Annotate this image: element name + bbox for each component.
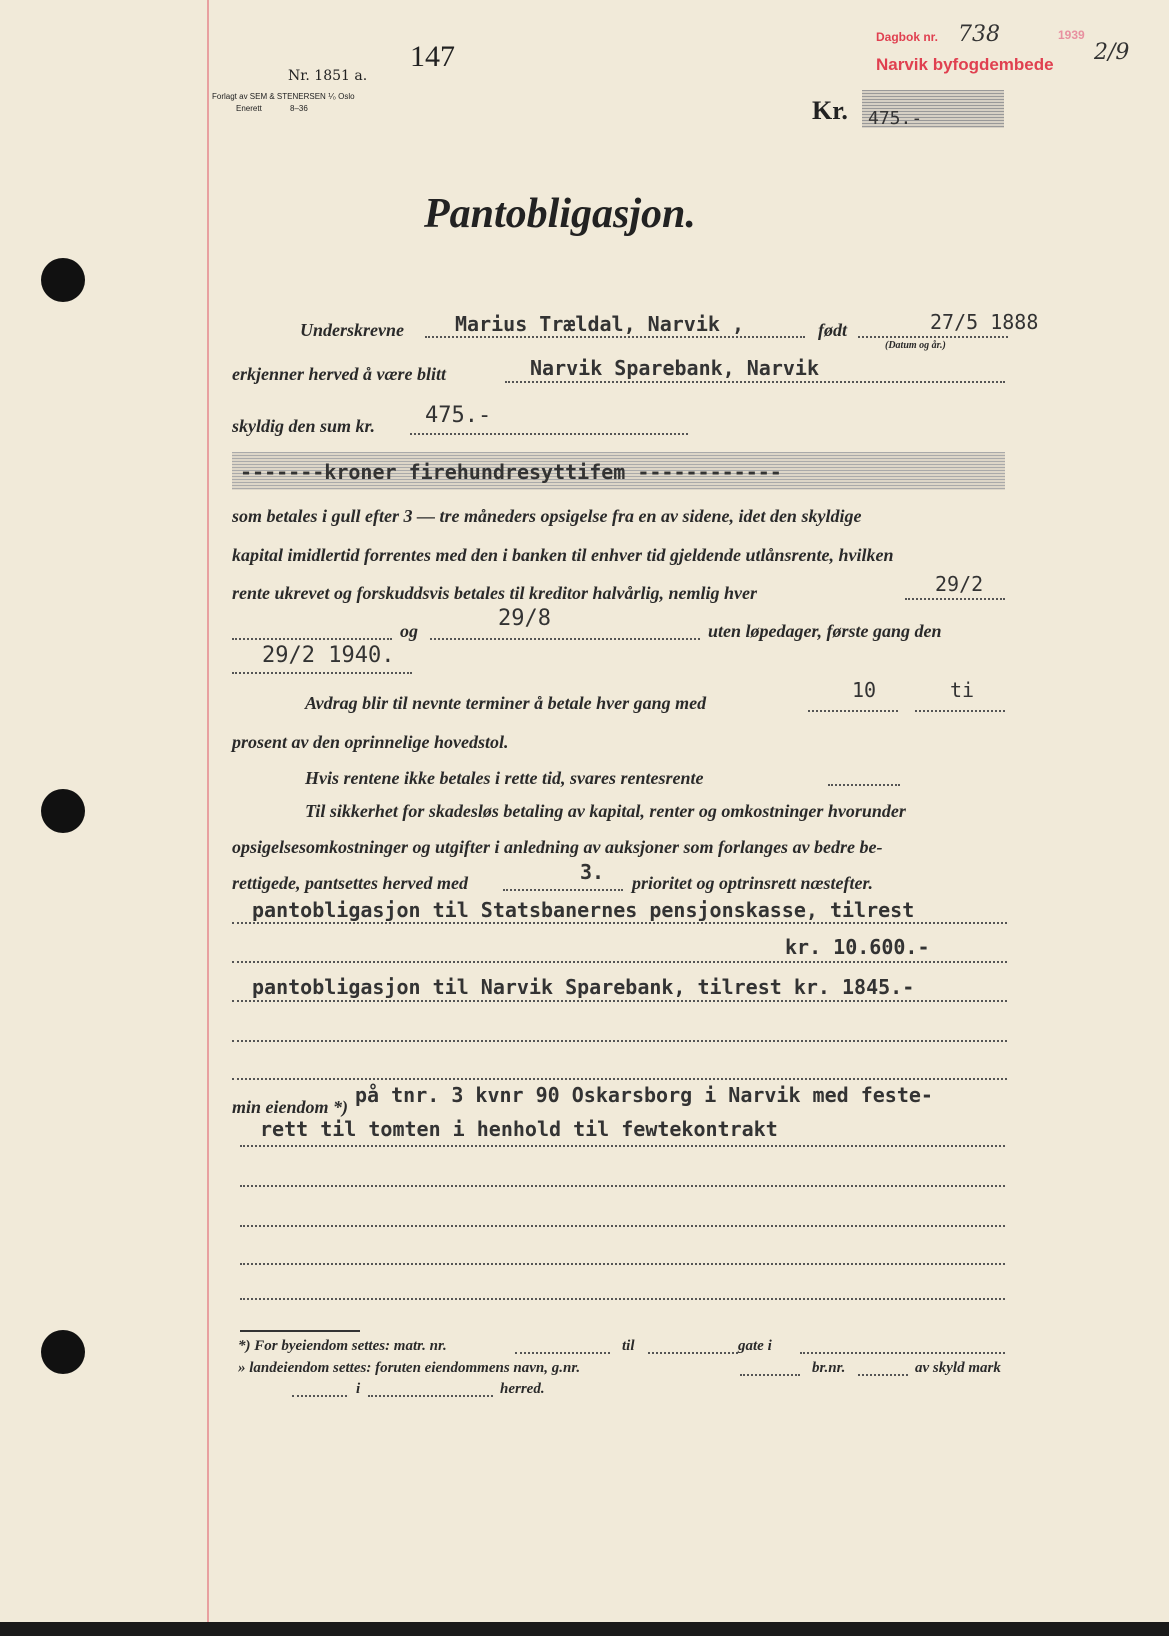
sum-words: -------kroner firehundresyttifem ------------ <box>240 460 782 484</box>
publisher-enerett: Enerett <box>236 104 262 113</box>
stamp-date: 2/9 <box>1094 40 1130 65</box>
body-line: som betales i gull efter 3 — tre måneders opsigelse fra en av sidene, idet den skyldige <box>232 506 862 526</box>
body-line: kapital imidlertid forrentes med den i banken til enhver tid gjeldende utlånsrente, hvilken <box>232 545 894 565</box>
sum-label: skyldig den sum kr. <box>232 416 376 436</box>
margin-line <box>207 0 209 1636</box>
dotted-fill-line <box>915 710 1005 712</box>
erkjenner-label: erkjenner herved å være blitt <box>232 364 446 384</box>
body-line: rente ukrevet og forskuddsvis betales til kreditor halvårlig, nemlig hver <box>232 583 757 603</box>
debtor-name: Marius Trældal, Narvik , <box>455 312 744 336</box>
dotted-fill-line <box>430 638 700 640</box>
body-line: og <box>400 621 418 641</box>
eiendom-label: min eiendom *) <box>232 1097 348 1117</box>
document-title: Pantobligasjon. <box>424 191 696 237</box>
footnote-text: i <box>356 1381 361 1397</box>
typed-line: på tnr. 3 kvnr 90 Oskarsborg i Narvik med feste- <box>355 1083 933 1107</box>
stamp-year: 1939 <box>1058 28 1085 42</box>
dotted-fill-line <box>648 1352 738 1354</box>
publisher: Forlagt av SEM & STENERSEN ⅟₀ Oslo <box>212 92 355 101</box>
office-stamp: Narvik byfogdembede <box>876 55 1054 74</box>
dotted-fill-line <box>232 961 1007 963</box>
creditor: Narvik Sparebank, Narvik <box>530 356 819 380</box>
first-payment-date: 29/2 1940. <box>262 643 395 668</box>
kr-label: Kr. <box>812 96 848 125</box>
publisher-date: 8–36 <box>290 104 308 113</box>
body-line: opsigelsesomkostninger og utgifter i anledning av auksjoner som forlanges av bedre be- <box>232 837 883 857</box>
footnote-text: br.nr. <box>812 1360 846 1376</box>
dotted-fill-line <box>240 1263 1005 1265</box>
dotted-fill-line <box>292 1395 347 1397</box>
priority: 3. <box>580 860 605 884</box>
dotted-fill-line <box>232 672 412 674</box>
avdrag-value: 10 <box>852 678 877 702</box>
dotted-fill-line <box>905 598 1005 600</box>
footnote-text: » landeiendom settes: foruten eiendommens navn, g.nr. <box>238 1360 581 1376</box>
footnote-text: av skyld mark <box>915 1360 1001 1376</box>
dotted-fill-line <box>808 710 898 712</box>
dotted-fill-line <box>503 889 623 891</box>
typed-line: pantobligasjon til Narvik Sparebank, tilrest kr. 1845.- <box>252 975 915 999</box>
dotted-fill-line <box>425 336 805 338</box>
dotted-fill-line <box>828 784 900 786</box>
dotted-fill-line <box>240 1145 1005 1147</box>
footnote-text: herred. <box>500 1381 545 1397</box>
dotted-fill-line <box>740 1374 800 1376</box>
dotted-fill-line <box>232 1040 1007 1042</box>
typed-line: kr. 10.600.- <box>785 935 930 959</box>
form-number: Nr. 1851 a. <box>288 68 368 84</box>
dotted-fill-line <box>232 1000 1007 1002</box>
dotted-fill-line <box>368 1395 493 1397</box>
dotted-fill-line <box>515 1352 610 1354</box>
body-line: prosent av den oprinnelige hovedstol. <box>232 732 509 752</box>
footnote-text: til <box>622 1338 635 1354</box>
page-number: 147 <box>410 40 455 73</box>
body-line: rettigede, pantsettes herved med <box>232 873 468 893</box>
dotted-fill-line <box>240 1185 1005 1187</box>
dotted-fill-line <box>232 638 392 640</box>
typed-line: pantobligasjon til Statsbanernes pensjonskasse, tilrest <box>252 898 915 922</box>
punch-hole <box>41 1330 85 1374</box>
kr-value: 475.- <box>868 108 923 129</box>
interest-date-2: 29/8 <box>498 606 551 631</box>
punch-hole <box>41 789 85 833</box>
sum-value: 475.- <box>425 403 492 428</box>
fodt-label: født <box>818 320 847 340</box>
dotted-fill-line <box>858 336 1008 338</box>
dotted-fill-line <box>240 1298 1005 1300</box>
interest-date-1: 29/2 <box>935 572 984 596</box>
dotted-fill-line <box>232 922 1007 924</box>
footnote-text: *) For byeiendom settes: matr. nr. <box>238 1338 447 1354</box>
footnote-rule <box>240 1330 360 1332</box>
body-line: Hvis rentene ikke betales i rette tid, svares rentesrente <box>305 768 704 788</box>
scan-edge <box>0 1622 1169 1636</box>
avdrag-words: ti <box>950 678 975 702</box>
datum-hint: (Datum og år.) <box>885 340 946 351</box>
body-line: prioritet og optrinsrett næstefter. <box>632 873 874 893</box>
body-line: uten løpedager, første gang den <box>708 621 942 641</box>
birth-date: 27/5 1888 <box>930 310 1039 334</box>
punch-hole <box>41 258 85 302</box>
dagbok-label: Dagbok nr. <box>876 30 939 44</box>
dagbok-number: 738 <box>958 22 1000 47</box>
dotted-fill-line <box>410 433 688 435</box>
body-line: Til sikkerhet for skadesløs betaling av kapital, renter og omkostninger hvorunder <box>305 801 906 821</box>
underskrevne-label: Underskrevne <box>300 320 404 340</box>
dotted-fill-line <box>858 1374 908 1376</box>
dotted-fill-line <box>505 381 1005 383</box>
typed-line: rett til tomten i henhold til fewtekontrakt <box>260 1117 778 1141</box>
dotted-fill-line <box>800 1352 1005 1354</box>
dotted-fill-line <box>240 1225 1005 1227</box>
footnote-text: gate i <box>738 1338 772 1354</box>
dotted-fill-line <box>232 1078 1007 1080</box>
body-line: Avdrag blir til nevnte terminer å betale hver gang med <box>305 693 707 713</box>
